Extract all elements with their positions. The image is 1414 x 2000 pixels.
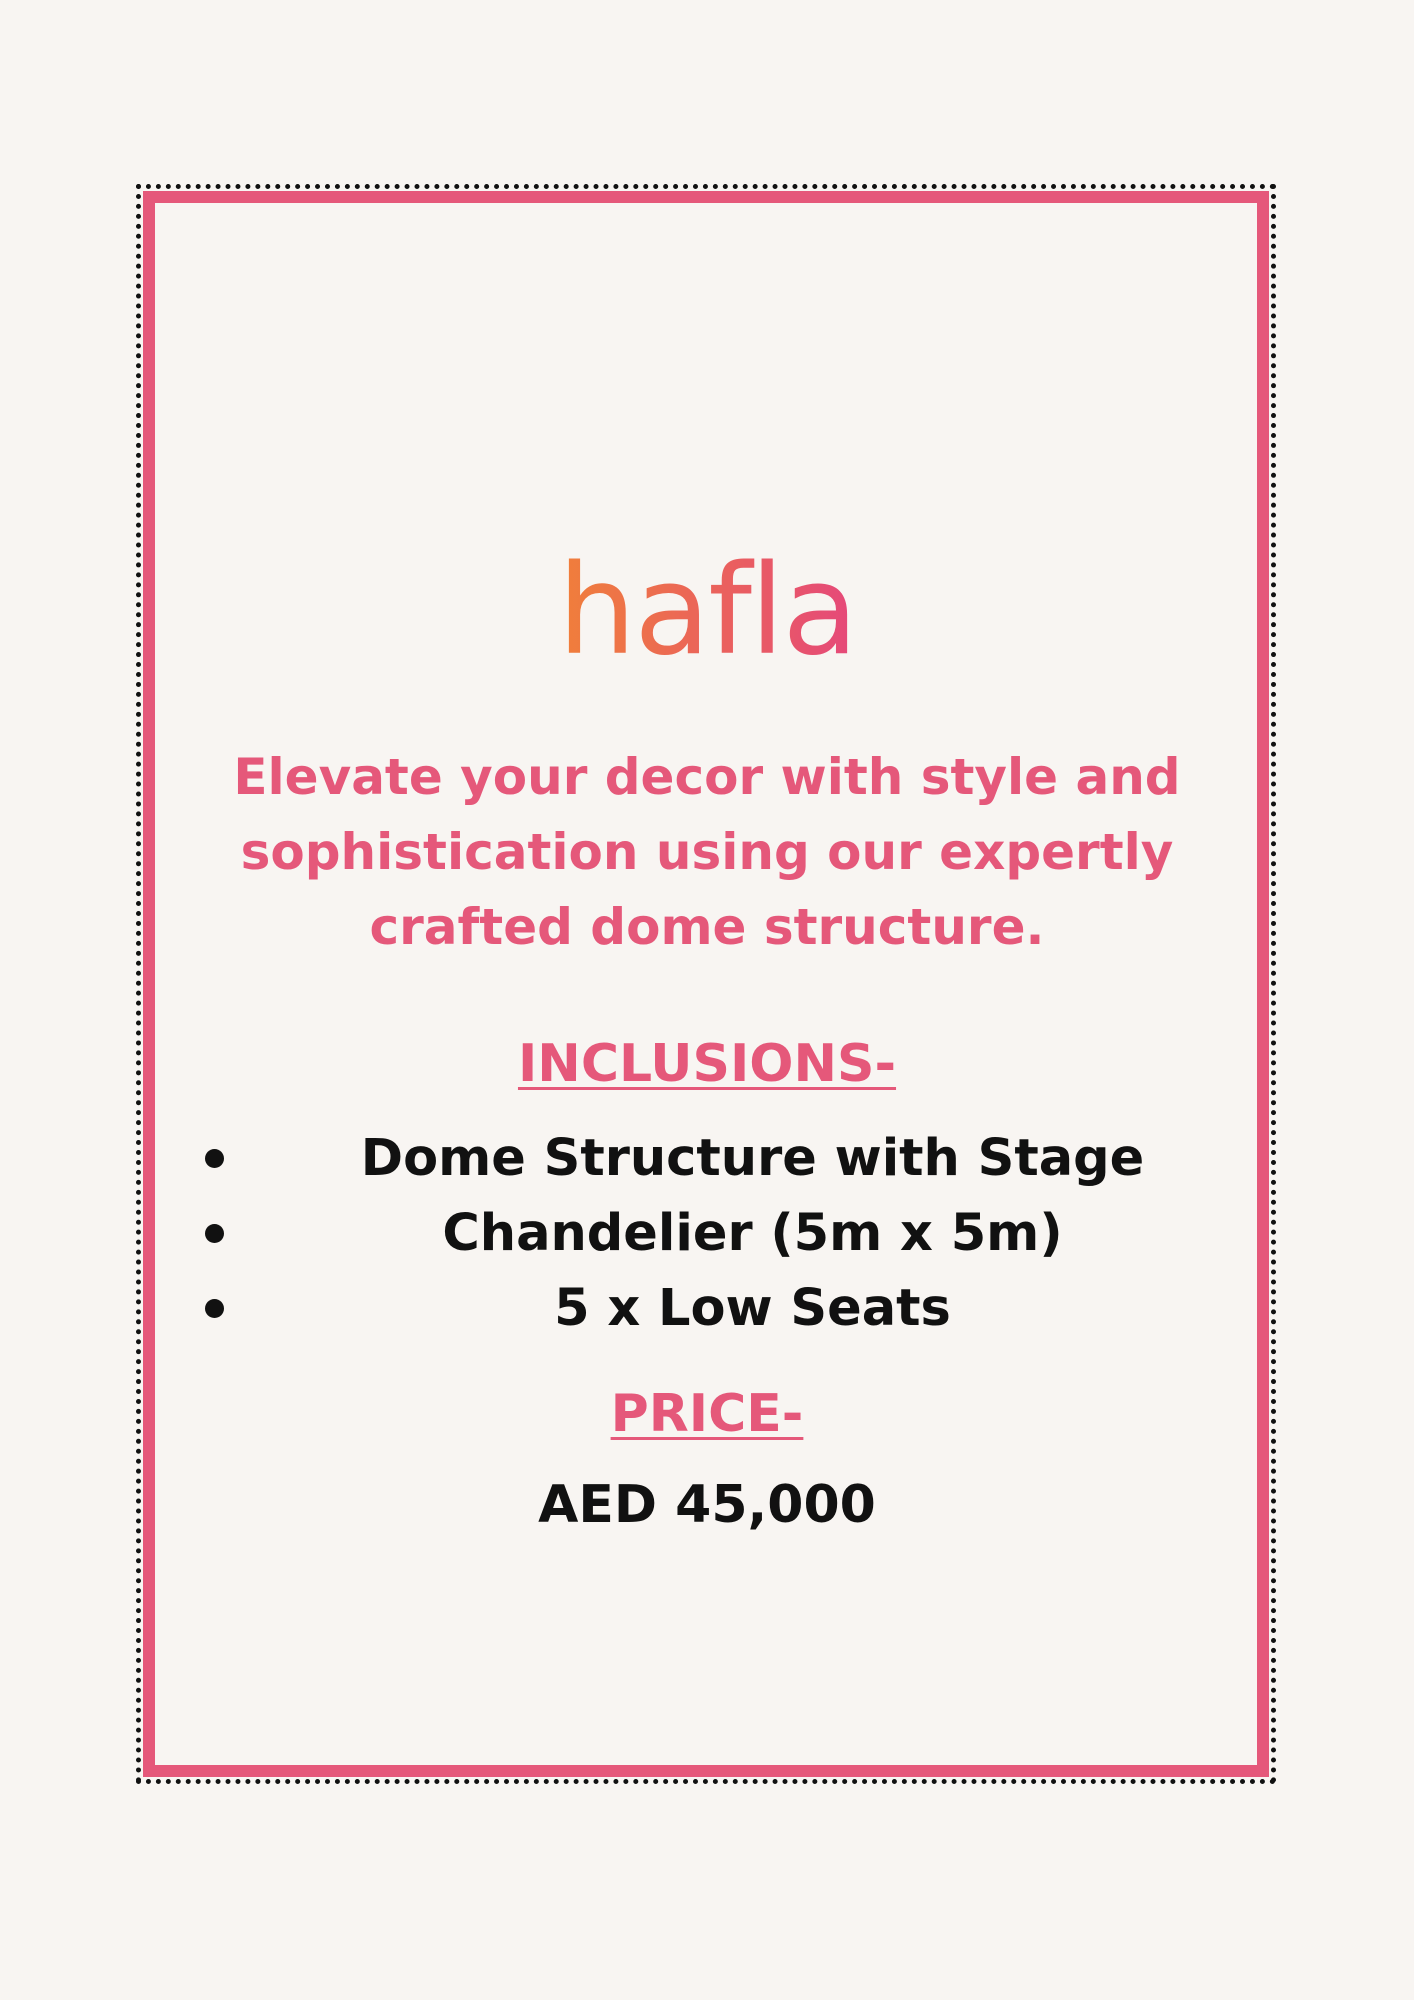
logo-wordmark: [557, 545, 857, 675]
list-item-text: Chandelier (5m x 5m): [442, 1204, 1063, 1263]
bullet-icon: [205, 1224, 224, 1243]
price-heading: PRICE-: [610, 1384, 804, 1444]
bullet-icon: [205, 1299, 224, 1318]
hafla-logo: [0, 545, 1414, 675]
tagline: Elevate your decor with style and sophistication using our expertly crafted dome structure.: [233, 748, 1181, 956]
list-item: [0, 1271, 1414, 1346]
logo-text: hafla: [557, 545, 857, 675]
price-value: AED 45,000: [538, 1475, 876, 1535]
list-item-text: Dome Structure with Stage: [360, 1129, 1145, 1188]
list-item-text: 5 x Low Seats: [554, 1279, 951, 1338]
list-item: [0, 1196, 1414, 1271]
inclusions-list: [0, 1121, 1414, 1346]
inclusions-heading: INCLUSIONS-: [517, 1034, 897, 1094]
list-item: [0, 1121, 1414, 1196]
bullet-icon: [205, 1149, 224, 1168]
